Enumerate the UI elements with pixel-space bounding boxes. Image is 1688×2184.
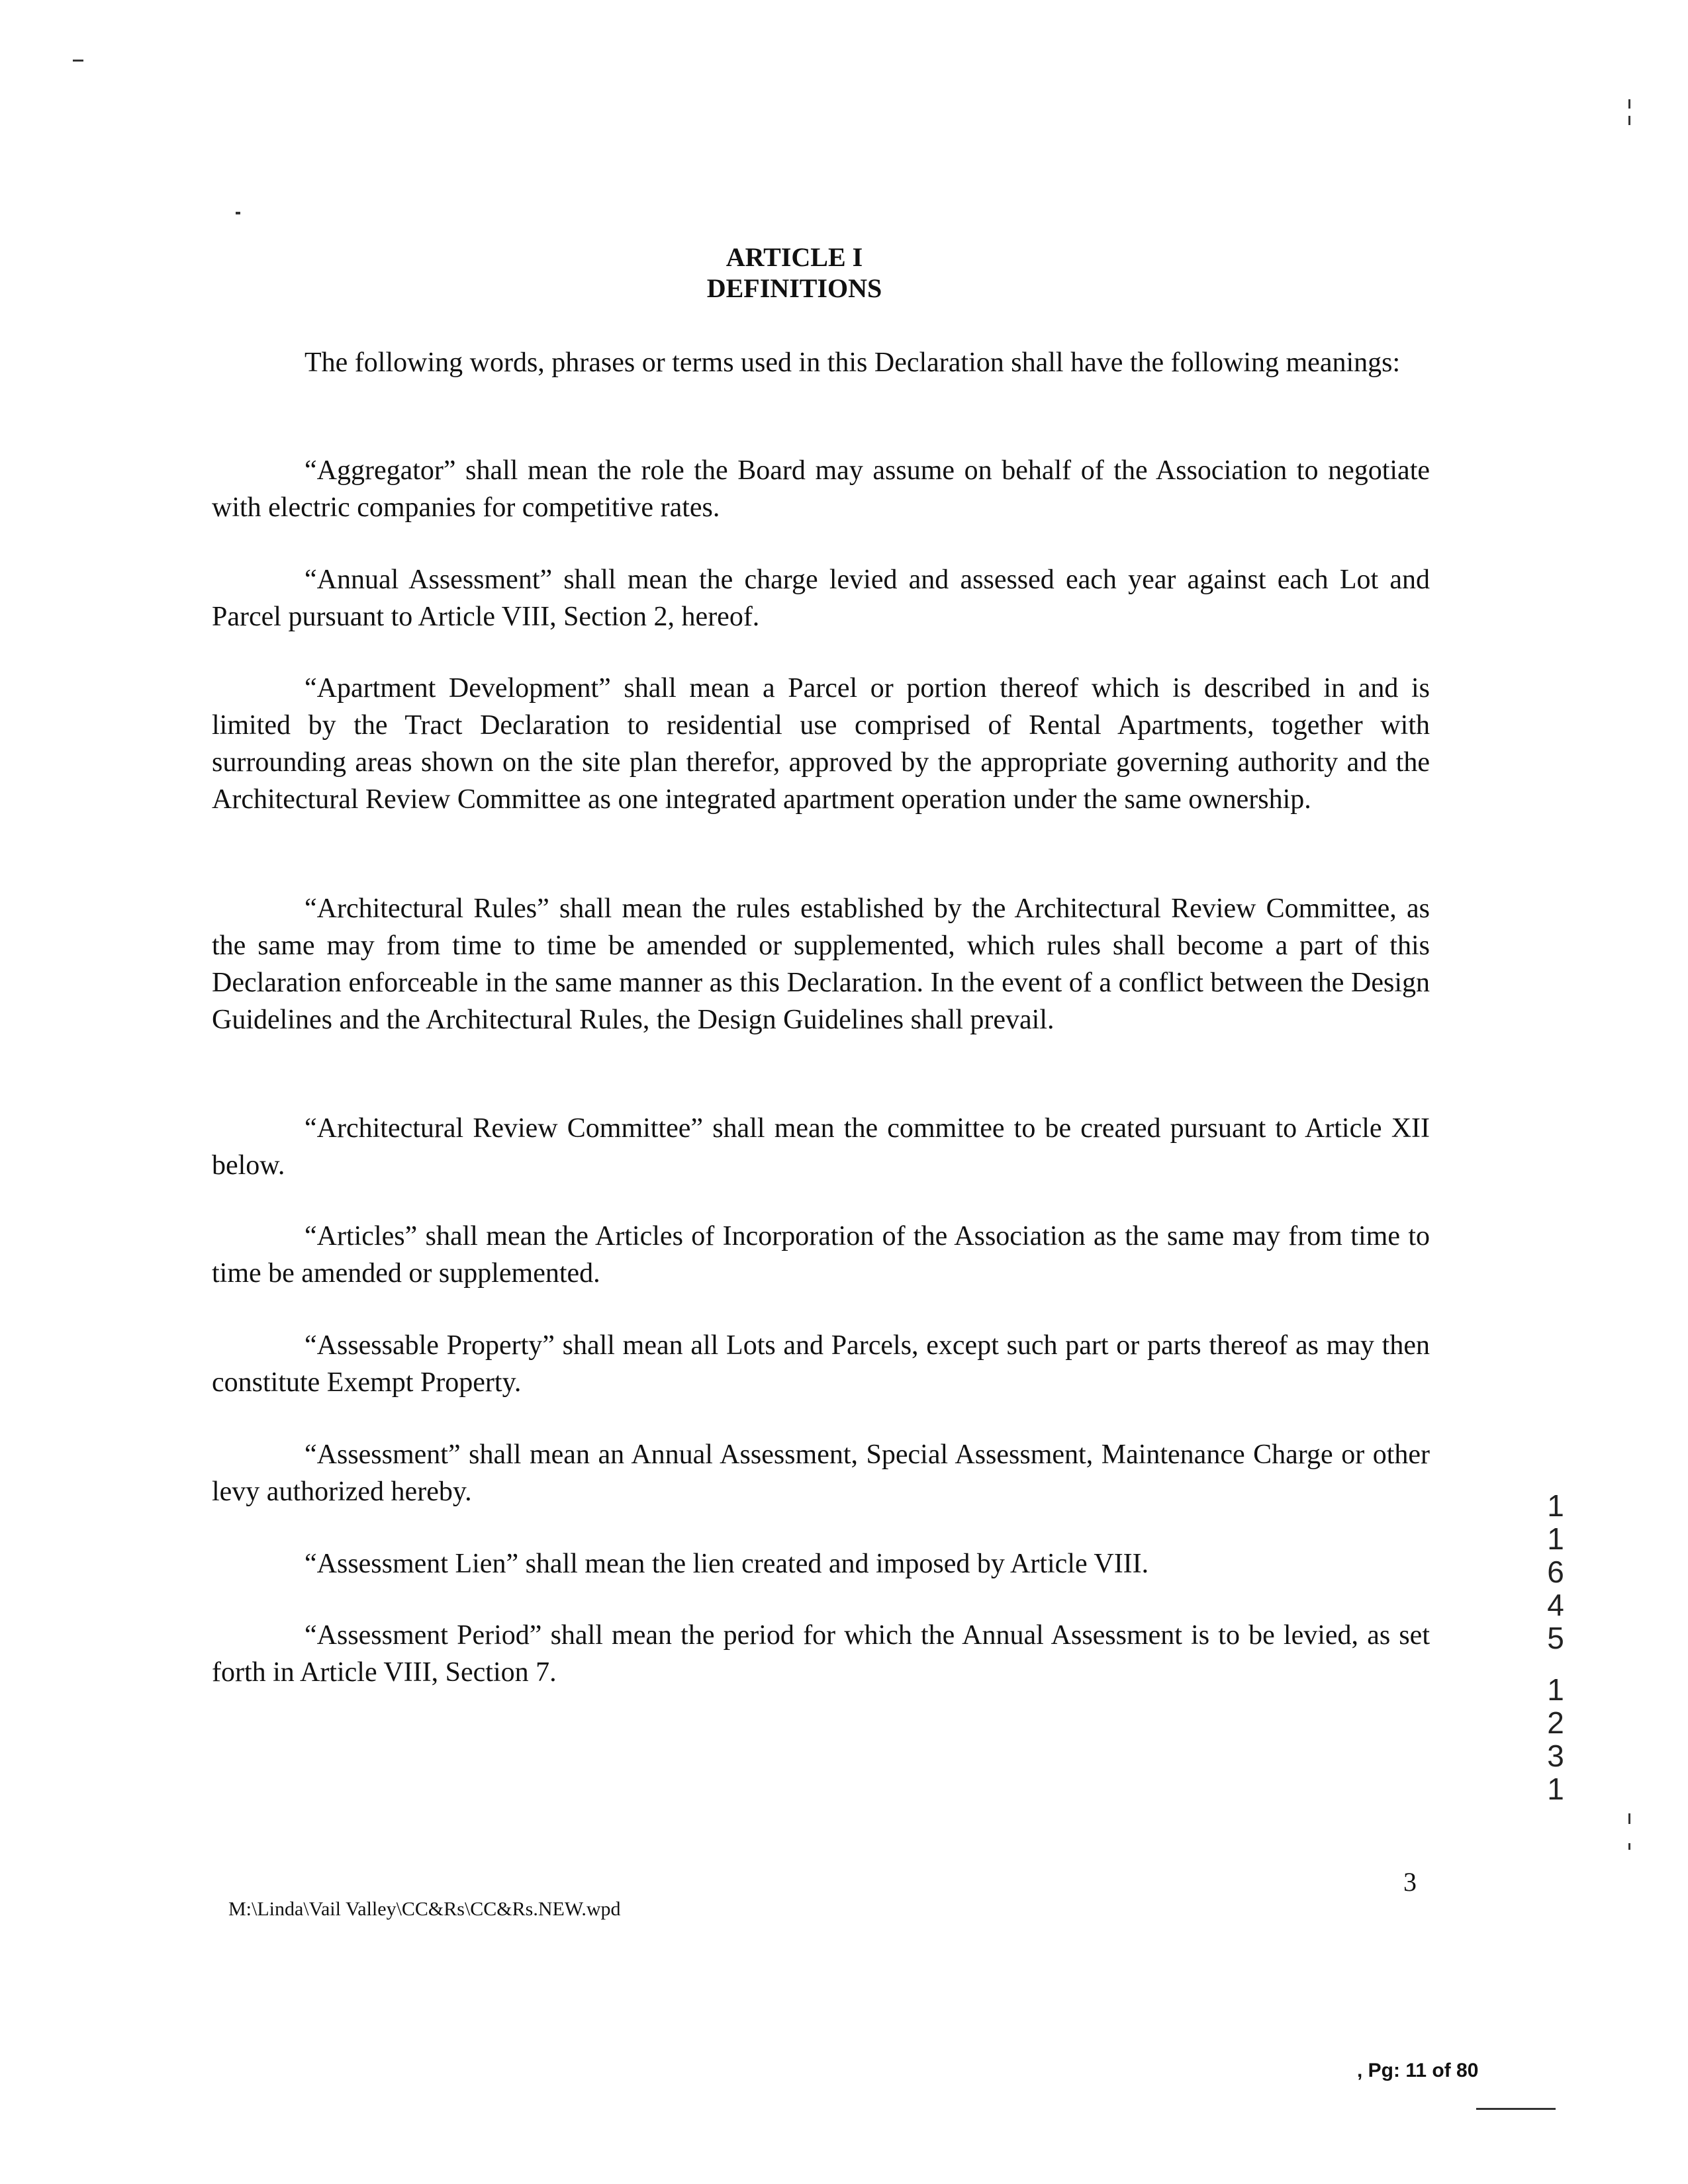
definition-assessment-period: “Assessment Period” shall mean the period for which the Annual Assessment is to be levied, as set forth in Article VIII, Section 7. bbox=[212, 1620, 1430, 1688]
stamp-digit: 2 bbox=[1547, 1706, 1564, 1740]
stamp-digit: 1 bbox=[1547, 1488, 1564, 1523]
scan-mark bbox=[1628, 99, 1630, 109]
stamp-digit: 1 bbox=[1547, 1772, 1564, 1806]
stamp-digit: 5 bbox=[1547, 1621, 1564, 1655]
definition-articles: “Articles” shall mean the Articles of Incorporation of the Association as the same may from time to time be amended or supplemented. bbox=[212, 1221, 1430, 1289]
scan-mark bbox=[1476, 2108, 1556, 2110]
stamp-digit: 1 bbox=[1547, 1672, 1564, 1707]
stamp-digit: 4 bbox=[1547, 1588, 1564, 1622]
scan-mark bbox=[236, 212, 240, 214]
scan-mark bbox=[1628, 1843, 1630, 1850]
stamp-digit: 1 bbox=[1547, 1522, 1564, 1556]
page-number: 3 bbox=[1403, 1867, 1417, 1897]
definition-apartment-development: “Apartment Development” shall mean a Parcel or portion thereof which is described in and is limited by the Tract Declaration to residential use comprised of Rental Apartments, together with surrounding areas shown on the site plan therefor, approved by the appropriate governing authority and the Architectural Review Committee as one integrated apartment operation under the same ownership. bbox=[212, 673, 1430, 815]
stamp-digit: 6 bbox=[1547, 1555, 1564, 1589]
definition-architectural-review-committee: “Architectural Review Committee” shall mean the committee to be created pursuant to Article XII below. bbox=[212, 1113, 1430, 1181]
scan-mark bbox=[1628, 1813, 1630, 1824]
definition-assessment-lien: “Assessment Lien” shall mean the lien created and imposed by Article VIII. bbox=[305, 1549, 1149, 1579]
definition-aggregator: “Aggregator” shall mean the role the Board may assume on behalf of the Association to negotiate with electric companies for competitive rates. bbox=[212, 455, 1430, 523]
footer-file-path: M:\Linda\Vail Valley\CC&Rs\CC&Rs.NEW.wpd bbox=[228, 1898, 621, 1920]
intro-paragraph: The following words, phrases or terms used in this Declaration shall have the following meanings: bbox=[305, 347, 1401, 378]
article-title: DEFINITIONS bbox=[706, 273, 882, 303]
page-count-label: , Pg: 11 of 80 bbox=[1357, 2060, 1479, 2081]
article-heading bbox=[662, 242, 927, 304]
scan-mark bbox=[1628, 116, 1630, 125]
scan-mark bbox=[73, 60, 83, 62]
definition-assessment: “Assessment” shall mean an Annual Assessment, Special Assessment, Maintenance Charge or other levy authorized hereby. bbox=[212, 1439, 1430, 1507]
definition-architectural-rules: “Architectural Rules” shall mean the rules established by the Architectural Review Committee, as the same may from time to time be amended or supplemented, which rules shall become a part of this Declaration enforceable in the same manner as this Declaration. In the event of a conflict between the Design Guidelines and the Architectural Rules, the Design Guidelines shall prevail. bbox=[212, 893, 1430, 1035]
article-number: ARTICLE I bbox=[726, 242, 863, 272]
definition-annual-assessment: “Annual Assessment” shall mean the charge levied and assessed each year against each Lot and Parcel pursuant to Article VIII, Section 2, hereof. bbox=[212, 565, 1430, 632]
stamp-digit: 3 bbox=[1547, 1739, 1564, 1773]
definition-assessable-property: “Assessable Property” shall mean all Lots and Parcels, except such part or parts thereof as may then constitute Exempt Property. bbox=[212, 1330, 1430, 1398]
recording-number-stamp bbox=[1539, 1489, 1572, 1805]
